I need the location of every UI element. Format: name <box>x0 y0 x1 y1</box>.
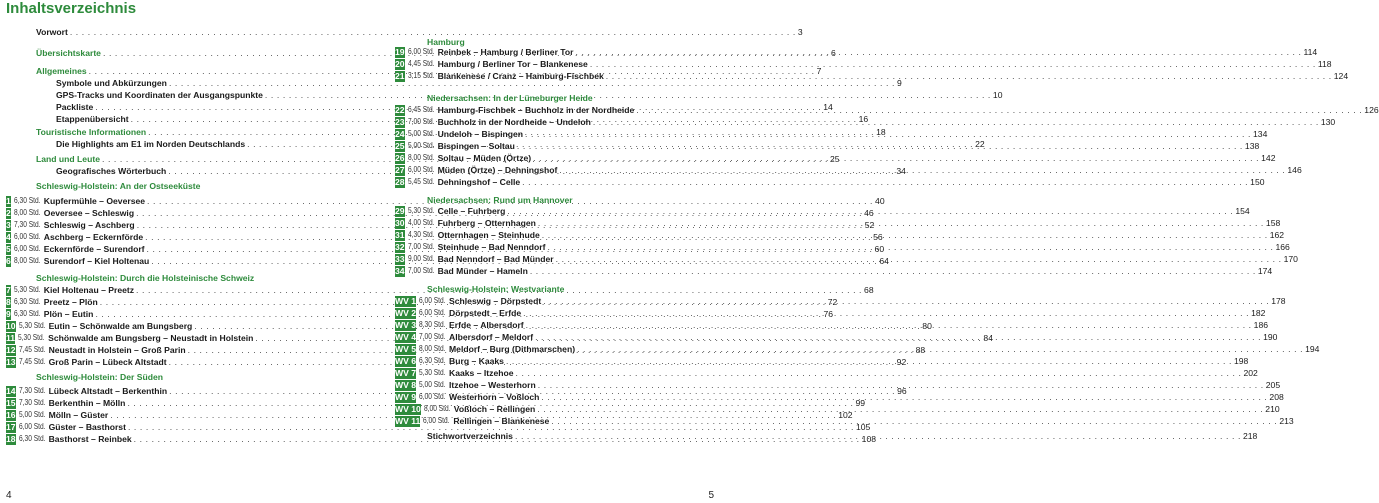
toc-row <box>395 367 1258 379</box>
page-number: 170 <box>1283 254 1298 264</box>
stage-number-badge: 30 <box>395 217 405 228</box>
dot-leader <box>541 391 1267 403</box>
dot-leader <box>593 116 1319 128</box>
dot-leader <box>636 104 1362 116</box>
stage-entry <box>438 58 1332 70</box>
page-number: 208 <box>1269 392 1284 402</box>
stage-duration: 5,00 Std. <box>407 129 435 138</box>
stage-duration: 5,00 Std. <box>407 141 435 150</box>
stage-number-badge: 4 <box>6 231 11 242</box>
stage-duration: 9,00 Std. <box>407 254 435 263</box>
stage-duration: 7,30 Std. <box>18 398 46 407</box>
stage-number-badge: 9 <box>6 308 11 319</box>
toc-row <box>395 70 1349 82</box>
stage-duration: 8,00 Std. <box>13 208 41 217</box>
stage-duration: 7,00 Std. <box>407 117 435 126</box>
stage-route: Dehningshof – Celle <box>437 177 521 187</box>
stage-number-badge: 5 <box>6 243 11 254</box>
page-number: 198 <box>1233 356 1249 366</box>
entry-label: Vorwort <box>36 27 68 37</box>
section-title: Hamburg <box>427 37 465 47</box>
page-number: 202 <box>1243 368 1258 378</box>
stage-route: Buchholz in der Nordheide – Undeloh <box>437 117 591 127</box>
page-number: 6 <box>830 48 836 58</box>
stage-duration: 5,30 Std. <box>18 321 46 330</box>
stage-duration: 5,30 Std. <box>13 285 41 294</box>
stage-route: Bad Münder – Hameln <box>437 266 528 276</box>
stage-route: Berkenthin – Mölln <box>48 398 126 408</box>
stage-route: Neustadt in Holstein – Groß Parin <box>48 345 186 355</box>
page-number: 210 <box>1265 404 1280 414</box>
page-number: 162 <box>1269 230 1285 240</box>
stage-duration: 8,00 Std. <box>423 404 451 413</box>
toc-row <box>395 58 1332 70</box>
stage-duration: 6,00 Std. <box>419 308 446 317</box>
stage-route: Erfde – Albersdorf <box>449 320 524 330</box>
stage-route: Burg – Kaaks <box>449 356 504 366</box>
stage-route: Bispingen – Soltau <box>437 141 515 151</box>
stage-route: Surendorf – Kiel Holtenau <box>43 256 150 266</box>
page-number: 158 <box>1265 218 1281 228</box>
stage-number-badge: 27 <box>395 164 405 175</box>
dot-leader <box>525 128 1251 140</box>
entry-label: GPS-Tracks und Koordinaten der Ausgangspunkte <box>56 90 263 100</box>
stage-number-badge: WV 6 <box>395 355 417 366</box>
stage-number-badge: 8 <box>6 296 11 307</box>
toc-row <box>395 92 717 104</box>
page-title: Inhaltsverzeichnis <box>6 0 137 17</box>
page-number: 186 <box>1253 320 1269 330</box>
stage-entry <box>449 307 1265 319</box>
page-number: 22 <box>975 139 985 149</box>
stage-number-badge: WV 4 <box>395 331 417 342</box>
dot-leader <box>547 241 1273 253</box>
entry-label: Etappenübersicht <box>56 114 129 124</box>
stage-route: Dörpstedt – Erfde <box>449 308 522 318</box>
stage-number-badge: 31 <box>395 229 405 240</box>
stage-route: Groß Parin – Lübeck Altstadt <box>48 357 167 367</box>
stage-route: Oeversee – Schleswig <box>43 208 135 218</box>
stage-entry <box>438 46 1318 58</box>
stage-duration: 4,45 Std. <box>407 59 435 68</box>
stage-number-badge: 2 <box>6 207 11 218</box>
page-number: 134 <box>1253 129 1268 139</box>
stage-duration: 6,45 Std. <box>407 105 435 114</box>
page-number: 80 <box>922 321 932 331</box>
toc-row <box>6 77 902 89</box>
stage-number-badge: 13 <box>6 356 16 367</box>
stage-duration: 5,45 Std. <box>407 177 435 186</box>
dot-leader <box>507 205 1233 217</box>
stage-duration: 3,15 Std. <box>407 71 435 80</box>
page-number: 142 <box>1261 153 1276 163</box>
stage-duration: 7,00 Std. <box>407 242 435 251</box>
stage-entry <box>438 265 1273 277</box>
stage-number-badge: 15 <box>6 397 16 408</box>
stage-route: Westerhorn – Voßloch <box>449 392 540 402</box>
page-number: 154 <box>1235 206 1250 216</box>
stage-route: Albersdorf – Meldorf <box>449 332 534 342</box>
stage-route: Müden (Örtze) – Dehningshof <box>437 165 558 175</box>
stage-number-badge: WV 7 <box>395 367 417 378</box>
dot-leader <box>523 307 1249 319</box>
section-title: Schleswig-Holstein: Der Süden <box>36 372 164 382</box>
stage-entry <box>449 391 1284 403</box>
stage-route: Schleswig – Aschberg <box>43 220 135 230</box>
stage-duration: 8,00 Std. <box>13 256 41 265</box>
stage-number-badge: 32 <box>395 241 405 252</box>
page-number-left: 4 <box>6 490 12 501</box>
dot-leader <box>559 164 1285 176</box>
stage-duration: 6,00 Std. <box>407 47 435 56</box>
page-number: 3 <box>797 27 803 37</box>
stage-duration: 8,30 Std. <box>419 320 446 329</box>
page-number: 114 <box>1303 47 1318 57</box>
stage-duration: 6,00 Std. <box>13 244 41 253</box>
dot-leader <box>516 367 1242 379</box>
dot-leader <box>606 70 1332 82</box>
page-number: 16 <box>858 114 869 124</box>
stage-route: Itzehoe – Westerhorn <box>449 380 536 390</box>
toc-row <box>6 272 326 284</box>
stage-entry <box>438 70 1349 82</box>
stage-duration: 6,30 Std. <box>419 356 446 365</box>
stage-number-badge: 12 <box>6 344 16 355</box>
toc-row <box>395 46 1318 58</box>
stage-number-badge: 17 <box>6 421 16 432</box>
page-number: 56 <box>873 232 883 242</box>
toc-entry <box>6 26 803 38</box>
page-number: 18 <box>876 127 886 137</box>
page-number: 7 <box>816 66 822 76</box>
page-number: 40 <box>875 196 885 206</box>
page-number: 138 <box>1244 141 1260 151</box>
page-number: 46 <box>864 208 874 218</box>
section-title: Schleswig-Holstein: Durch die Holsteinische Schweiz <box>36 273 255 283</box>
stage-number-badge: 26 <box>395 152 405 163</box>
toc-row <box>395 176 1265 188</box>
stage-route: Mölln – Güster <box>48 410 109 420</box>
stage-route: Eckernförde – Surendorf <box>43 244 145 254</box>
stage-route: Voßloch – Rellingen <box>453 404 536 414</box>
stage-number-badge: 34 <box>395 265 405 276</box>
page-number: 34 <box>896 166 906 176</box>
page-number: 76 <box>823 309 833 319</box>
stage-route: Schönwalde am Bungsberg – Neustadt in Holstein <box>48 333 254 343</box>
stage-number-badge: 20 <box>395 58 405 69</box>
stage-number-badge: WV 9 <box>395 391 417 402</box>
entry-label: Packliste <box>56 102 94 112</box>
page-number: 64 <box>879 256 889 266</box>
entry-label: Allgemeines <box>36 66 87 76</box>
stage-entry <box>438 140 1260 152</box>
stage-route: Rellingen – Blankenese <box>453 416 550 426</box>
dot-leader <box>542 229 1268 241</box>
page-number: 178 <box>1271 296 1286 306</box>
stage-number-badge: WV 10 <box>395 403 421 414</box>
stage-route: Hamburg-Fischbek – Buchholz in der Nordheide <box>437 105 635 115</box>
stage-entry <box>449 367 1258 379</box>
stage-route: Reinbek – Hamburg / Berliner Tor <box>437 47 574 57</box>
dot-leader <box>538 379 1264 391</box>
dot-leader <box>538 217 1264 229</box>
dot-leader <box>590 58 1316 70</box>
stage-route: Celle – Fuhrberg <box>437 206 506 216</box>
toc-row <box>395 283 717 295</box>
stage-route: Steinhude – Bad Nenndorf <box>437 242 546 252</box>
stage-number-badge: 21 <box>395 70 405 81</box>
page-number: 60 <box>874 244 885 254</box>
dot-leader <box>576 46 1302 58</box>
entry-label: Land und Leute <box>36 154 100 164</box>
page-number: 108 <box>861 434 877 444</box>
toc-row <box>6 180 326 192</box>
stage-route: Soltau – Müden (Örtze) <box>437 153 532 163</box>
stage-number-badge: WV 2 <box>395 307 417 318</box>
stage-duration: 7,45 Std. <box>18 345 46 354</box>
stage-duration: 7,45 Std. <box>18 357 46 366</box>
stage-number-badge: 28 <box>395 176 405 187</box>
stage-duration: 5,00 Std. <box>18 410 46 419</box>
page-number: 194 <box>1305 344 1320 354</box>
stage-route: Fuhrberg – Otternhagen <box>437 218 536 228</box>
stage-duration: 6,30 Std. <box>13 196 41 205</box>
stage-entry <box>453 415 1293 427</box>
stage-route: Aschberg – Eckernförde <box>43 232 144 242</box>
stage-route: Güster – Basthorst <box>48 422 126 432</box>
page-number: 118 <box>1317 59 1332 69</box>
stage-entry <box>438 152 1276 164</box>
page-number: 174 <box>1257 266 1273 276</box>
stage-route: Kiel Holtenau – Preetz <box>43 285 135 295</box>
section-title: Niedersachsen: In der Lüneburger Heide <box>427 93 593 103</box>
page-number: 213 <box>1279 416 1294 426</box>
stage-entry <box>449 319 1268 331</box>
stage-number-badge: 19 <box>395 46 405 57</box>
stage-number-badge: 7 <box>6 284 11 295</box>
page-number-right: 5 <box>708 490 714 501</box>
dot-leader <box>535 331 1261 343</box>
stage-route: Bad Nenndorf – Bad Münder <box>437 254 554 264</box>
stage-number-badge: WV 11 <box>395 415 421 426</box>
dot-leader <box>543 295 1269 307</box>
page-number: 218 <box>1242 431 1258 441</box>
stage-duration: 7,00 Std. <box>407 266 435 275</box>
stage-number-badge: WV 1 <box>395 295 417 306</box>
stage-entry <box>438 253 1298 265</box>
stage-number-badge: 16 <box>6 409 16 420</box>
toc-row <box>6 371 326 383</box>
stage-route: Schleswig – Dörpstedt <box>449 296 542 306</box>
stage-route: Basthorst – Reinbek <box>48 434 132 444</box>
page-number: 9 <box>896 78 902 88</box>
stage-duration: 6,00 Std. <box>419 392 446 401</box>
page-number: 52 <box>864 220 875 230</box>
dot-leader <box>551 415 1277 427</box>
entry-label: Touristische Informationen <box>36 127 147 137</box>
page-number: 88 <box>915 345 926 355</box>
stage-route: Lübeck Altstadt – Berkenthin <box>48 386 168 396</box>
stage-duration: 5,30 Std. <box>407 206 435 215</box>
page-number: 14 <box>823 102 833 112</box>
dot-leader <box>533 152 1259 164</box>
page-number: 124 <box>1333 71 1349 81</box>
stage-route: Kaaks – Itzehoe <box>449 368 514 378</box>
stage-entry <box>449 343 1319 355</box>
stage-number-badge: 29 <box>395 205 405 216</box>
stage-route: Blankenese / Cranz – Hamburg-Fischbek <box>437 71 604 81</box>
stage-number-badge: WV 8 <box>395 379 417 390</box>
stage-duration: 7,30 Std. <box>18 386 46 395</box>
stage-number-badge: WV 3 <box>395 319 417 330</box>
stage-entry <box>438 229 1285 241</box>
stage-route: Undeloh – Bispingen <box>437 129 524 139</box>
dot-leader <box>522 176 1248 188</box>
page-number: 182 <box>1251 308 1266 318</box>
dot-leader <box>530 265 1256 277</box>
stage-duration: 6,30 Std. <box>13 297 41 306</box>
stage-route: Kupfermühle – Oeversee <box>43 196 146 206</box>
page-number: 72 <box>827 297 838 307</box>
stage-duration: 8,00 Std. <box>407 153 435 162</box>
dot-leader <box>537 403 1263 415</box>
stage-route: Preetz – Plön <box>43 297 98 307</box>
dot-leader <box>526 319 1252 331</box>
page-number: 92 <box>896 357 907 367</box>
page-number: 130 <box>1320 117 1336 127</box>
stage-duration: 7,30 Std. <box>13 220 41 229</box>
stage-route: Otternhagen – Steinhude <box>437 230 540 240</box>
stage-number-badge: 18 <box>6 433 16 444</box>
entry-label: Die Highlights am E1 im Norden Deutschlands <box>56 139 246 149</box>
page-number: 166 <box>1275 242 1290 252</box>
stage-duration: 6,00 Std. <box>407 165 435 174</box>
dot-leader <box>515 430 1241 442</box>
stage-route: Plön – Eutin <box>43 309 94 319</box>
stage-entry <box>438 176 1265 188</box>
stage-number-badge: 3 <box>6 219 11 230</box>
stage-entry <box>449 355 1248 367</box>
stage-duration: 5,00 Std. <box>419 380 446 389</box>
stage-route: Hamburg / Berliner Tor – Blankenese <box>437 59 588 69</box>
dot-leader <box>556 253 1282 265</box>
stage-duration: 6,00 Std. <box>423 416 450 425</box>
stage-duration: 6,00 Std. <box>13 232 41 241</box>
section-title: Schleswig-Holstein: Westvariante <box>427 284 565 294</box>
page-number: 84 <box>983 333 993 343</box>
stage-entry <box>449 379 1280 391</box>
stage-number-badge: 6 <box>6 255 11 266</box>
page-number: 99 <box>855 398 865 408</box>
dot-leader <box>506 355 1232 367</box>
stage-duration: 4,30 Std. <box>407 230 435 239</box>
dot-leader <box>517 140 1243 152</box>
stage-duration: 4,00 Std. <box>407 218 435 227</box>
stage-entry <box>438 128 1268 140</box>
stage-number-badge: 33 <box>395 253 405 264</box>
stage-entry <box>449 295 1286 307</box>
page-number: 25 <box>829 154 840 164</box>
stage-number-badge: 25 <box>395 140 405 151</box>
page-number: 102 <box>838 410 853 420</box>
entry-label: Übersichtskarte <box>36 48 101 58</box>
toc-row <box>395 265 1273 277</box>
page-number: 105 <box>855 422 871 432</box>
stage-number-badge: 1 <box>6 195 11 206</box>
stage-duration: 7,00 Std. <box>419 332 446 341</box>
stage-entry <box>449 331 1277 343</box>
toc-row <box>6 26 803 38</box>
page-number: 146 <box>1287 165 1302 175</box>
stage-duration: 5,30 Std. <box>419 368 446 377</box>
stage-duration: 6,30 Std. <box>13 309 41 318</box>
page-number: 205 <box>1265 380 1281 390</box>
page-number: 96 <box>897 386 907 396</box>
page-number: 68 <box>864 285 874 295</box>
toc-entry <box>6 77 902 89</box>
section-title: Niedersachsen: Rund um Hannover <box>427 195 573 205</box>
stage-route: Meldorf – Burg (Dithmarschen) <box>449 344 576 354</box>
stage-entry <box>438 217 1281 229</box>
stage-duration: 6,00 Std. <box>419 296 446 305</box>
stage-entry <box>454 403 1280 415</box>
stage-entry <box>438 104 1379 116</box>
stage-entry <box>438 164 1302 176</box>
entry-label: Symbole und Abkürzungen <box>56 78 167 88</box>
page-number: 150 <box>1250 177 1265 187</box>
page-number: 190 <box>1263 332 1278 342</box>
stage-route: Eutin – Schönwalde am Bungsberg <box>48 321 193 331</box>
stage-number-badge: 10 <box>6 320 16 331</box>
stage-duration: 8,00 Std. <box>419 344 446 353</box>
stage-entry <box>438 116 1336 128</box>
stage-number-badge: 22 <box>395 104 405 115</box>
page-number: 10 <box>992 90 1003 100</box>
stage-number-badge: 14 <box>6 385 16 396</box>
stage-duration: 6,30 Std. <box>18 434 46 443</box>
stage-duration: 6,00 Std. <box>18 422 46 431</box>
stage-entry <box>438 241 1290 253</box>
stage-number-badge: WV 5 <box>395 343 417 354</box>
section-title: Schleswig-Holstein: An der Ostseeküste <box>36 181 201 191</box>
stage-number-badge: 11 <box>6 332 16 343</box>
entry-label: Geografisches Wörterbuch <box>56 166 167 176</box>
stage-entry <box>438 205 1250 217</box>
dot-leader <box>577 343 1303 355</box>
entry-label: Stichwortverzeichnis <box>427 431 513 441</box>
stage-number-badge: 23 <box>395 116 405 127</box>
stage-number-badge: 24 <box>395 128 405 139</box>
stage-duration: 5,30 Std. <box>18 333 45 342</box>
page-number: 126 <box>1364 105 1379 115</box>
